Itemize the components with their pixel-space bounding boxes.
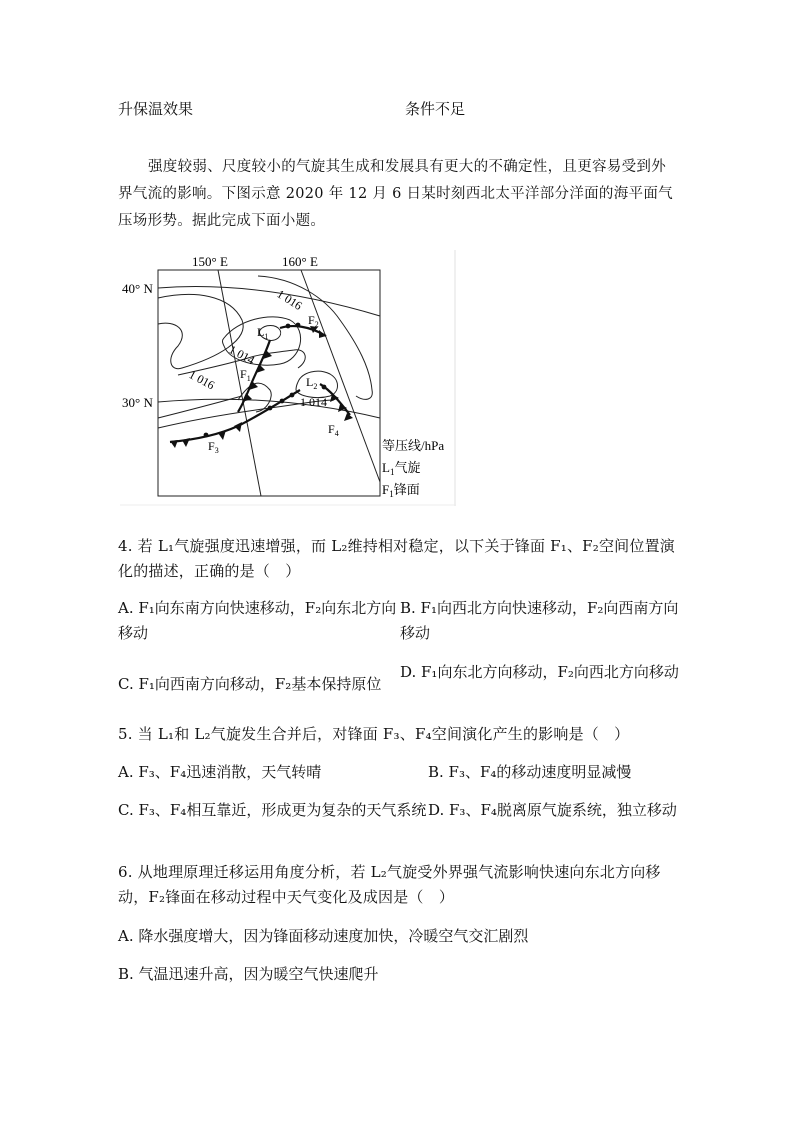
isobar-label-1014-l2: 1 014 bbox=[300, 395, 327, 409]
front-f2-semicircle bbox=[286, 324, 291, 329]
question-5-stem: 5. 当 L₁和 L₂气旋发生合并后，对锋面 F₃、F₄空间演化产生的影响是（ ） bbox=[118, 725, 630, 743]
front-f2-semicircle bbox=[296, 323, 301, 328]
question-4-option-d[interactable]: D. F₁向东北方向移动，F₂向西北方向移动 bbox=[400, 663, 679, 681]
meridian-150 bbox=[218, 270, 261, 496]
lat-label-30: 30° N bbox=[122, 395, 153, 410]
lon-label-160: 160° E bbox=[282, 254, 318, 269]
legend-front: $F_1$锋面 bbox=[382, 482, 420, 499]
isobar-label-1014-l1: 1 014 bbox=[226, 342, 258, 368]
front-f3-triangle bbox=[234, 422, 242, 432]
legend-isobar: 等压线/hPa bbox=[382, 438, 445, 453]
question-6-option-a[interactable]: A. 降水强度增大，因为锋面移动速度加快，冷暖空气交汇剧烈 bbox=[118, 927, 529, 945]
front-f3-semicircle bbox=[268, 406, 273, 411]
pressure-map-svg bbox=[120, 250, 456, 506]
front-f1-triangle bbox=[242, 393, 252, 402]
legend-cyclone: $L_1$气旋 bbox=[382, 460, 421, 477]
question-4-option-c[interactable]: C. F₁向西南方向移动，F₂基本保持原位 bbox=[118, 675, 382, 693]
isobar-label-1016-ne: 1 016 bbox=[274, 286, 305, 313]
parallel-40 bbox=[158, 287, 380, 316]
front-f3-triangle bbox=[218, 430, 226, 440]
front-f3-semicircle bbox=[290, 393, 295, 398]
pressure-map-figure bbox=[120, 250, 456, 506]
question-6-option-b[interactable]: B. 气温迅速升高，因为暖空气快速爬升 bbox=[118, 965, 379, 983]
front-f3-semicircle bbox=[280, 399, 285, 404]
front-label-f4: $F_4$ bbox=[328, 422, 339, 438]
question-5-option-c[interactable]: C. F₃、F₄相互靠近，形成更为复杂的天气系统 bbox=[118, 801, 427, 819]
question-6-stem: 6. 从地理原理迁移运用角度分析，若 L₂气旋受外界强气流影响快速向东北方向移动，F₂锋面在移动过程中天气变化及成因是（ ） bbox=[118, 863, 661, 906]
question-5-option-a[interactable]: A. F₃、F₄迅速消散，天气转晴 bbox=[118, 763, 322, 781]
cyclone-label-l1: $L_1$ bbox=[257, 325, 269, 341]
lon-label-150: 150° E bbox=[192, 254, 228, 269]
question-4-stem: 4. 若 L₁气旋强度迅速增强，而 L₂维持相对稳定，以下关于锋面 F₁、F₂空间位置演化的描述，正确的是（ ） bbox=[118, 537, 675, 580]
lat-label-40: 40° N bbox=[122, 281, 153, 296]
intro-paragraph: 强度较弱、尺度较小的气旋其生成和发展具有更大的不确定性，且更容易受到外界气流的影响。下图示意 2020 年 12 月 6 日某时刻西北太平洋部分洋面的海平面气压场形势。据此完成下面小题。 bbox=[118, 159, 673, 229]
prev-answer-fragment-left: 升保温效果 bbox=[118, 100, 194, 118]
front-f3-triangle bbox=[182, 438, 190, 447]
front-label-f3: $F_3$ bbox=[208, 439, 219, 455]
map-frame-rect bbox=[158, 270, 380, 496]
prev-answer-fragment-right: 条件不足 bbox=[405, 100, 466, 118]
question-5-option-b[interactable]: B. F₃、F₄的移动速度明显减慢 bbox=[428, 763, 632, 781]
isobar-1016-east bbox=[258, 276, 372, 399]
question-4-option-a[interactable]: A. F₁向东南方向快速移动，F₂向东北方向移动 bbox=[118, 599, 397, 642]
question-5-option-d[interactable]: D. F₃、F₄脱离原气旋系统，独立移动 bbox=[428, 801, 677, 819]
front-label-f1: $F_1$ bbox=[240, 367, 251, 383]
question-4-option-b[interactable]: B. F₁向西北方向快速移动，F₂向西南方向移动 bbox=[400, 599, 679, 642]
front-f4-semicircle bbox=[322, 385, 327, 390]
front-f3-semicircle bbox=[204, 433, 209, 438]
front-f3-triangle bbox=[170, 440, 178, 448]
cyclone-label-l2: $L_2$ bbox=[306, 375, 318, 391]
front-label-f2: $F_2$ bbox=[308, 313, 319, 329]
isobar-label-1016-sw: 1 016 bbox=[186, 367, 218, 393]
